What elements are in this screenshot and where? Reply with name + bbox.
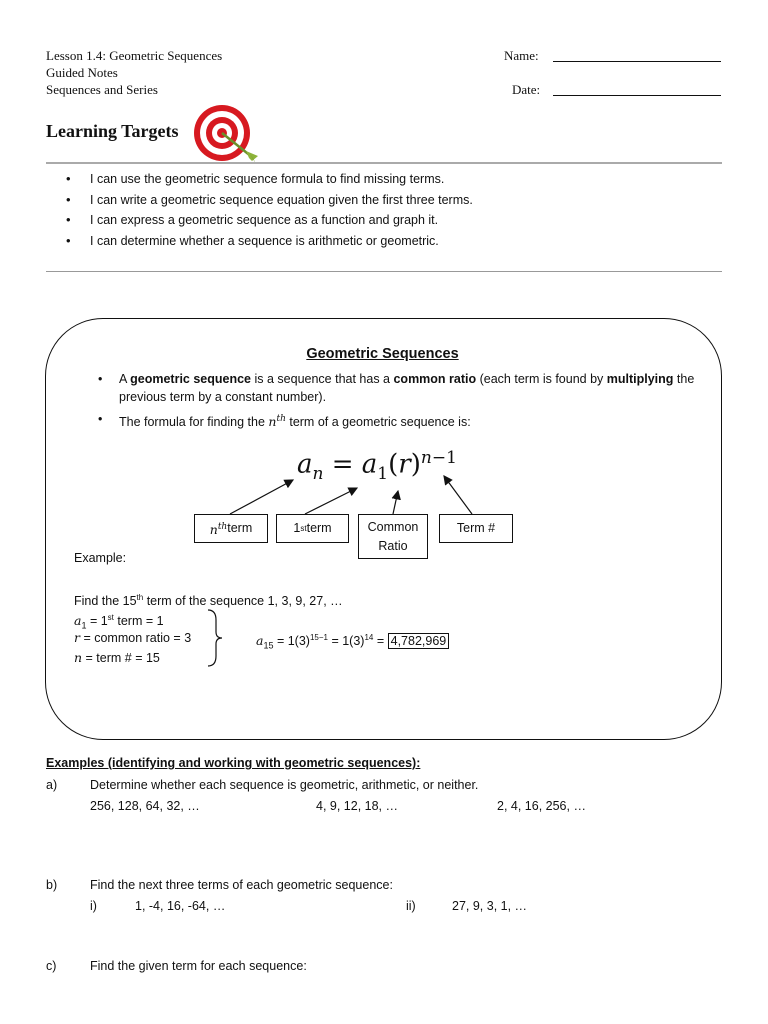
example-b-label: b) [46, 878, 58, 892]
example-question: Find the 15th term of the sequence 1, 3, 9, 27, … [74, 593, 343, 609]
example-a-sequence: 4, 9, 12, 18, … [316, 799, 398, 813]
example-a-text: Determine whether each sequence is geometric, arithmetic, or neither. [90, 778, 479, 792]
example-a-sequence: 256, 128, 64, 32, … [90, 799, 200, 813]
geometric-sequences-title: Geometric Sequences [306, 346, 459, 362]
lesson-title: Lesson 1.4: Geometric Sequences [46, 48, 223, 63]
learning-targets-title: Learning Targets [46, 121, 179, 141]
examples-title: Examples (identifying and working with geometric sequences): [46, 756, 421, 770]
common-ratio-label: Common Ratio [358, 514, 428, 559]
right-brace-icon [204, 608, 224, 668]
term-number-label: Term # [439, 514, 513, 543]
formula-bullet: • The formula for finding the $n^{th}$ term of a geometric sequence is: [98, 412, 471, 430]
example-b-i-sequence: 1, -4, 16, -64, … [135, 899, 226, 913]
given-ratio: r = common ratio = 3 [74, 630, 192, 645]
answer-box: 4,782,969 [388, 633, 450, 649]
example-a-label: a) [46, 778, 58, 792]
first-term-label: 1 st term [276, 514, 349, 543]
example-label: Example: [74, 551, 127, 565]
given-n: n = term # = 15 [74, 650, 160, 665]
example-solution: $a_{15} = 1(3)^{15-1} = 1(3)^{14} = 4,782,969$ [256, 628, 449, 656]
target-item: • I can determine whether a sequence is arithmetic or geometric. [66, 231, 706, 252]
guided-notes-label: Guided Notes [46, 65, 118, 80]
target-item: • I can express a geometric sequence as a function and graph it. [66, 210, 706, 231]
target-item: • I can write a geometric sequence equation given the first three terms. [66, 190, 706, 211]
example-b-i-label: i) [90, 899, 97, 913]
unit-title: Sequences and Series [46, 82, 158, 97]
given-a1: $a_1 = 1st$ term = 1 [74, 613, 164, 631]
example-c-label: c) [46, 959, 57, 973]
target-item: • I can use the geometric sequence formula to find missing terms. [66, 169, 706, 190]
example-b-ii-sequence: 27, 9, 3, 1, … [452, 899, 528, 913]
example-a-sequence: 2, 4, 16, 256, … [497, 799, 586, 813]
geometric-formula: $a_n = a_1(r)^{n-1}$ [297, 448, 457, 484]
example-b-text: Find the next three terms of each geometric sequence: [90, 878, 393, 892]
name-label: Name: [504, 48, 539, 63]
example-c-text: Find the given term for each sequence: [90, 959, 307, 973]
nth-term-label: $n^{th}$ term [194, 514, 268, 543]
example-b-ii-label: ii) [406, 899, 416, 913]
definition-bullet: • A geometric sequence is a sequence that has a common ratio (each term is found by multiplying the previous term by a constant number). [98, 372, 695, 404]
date-label: Date: [512, 82, 541, 97]
